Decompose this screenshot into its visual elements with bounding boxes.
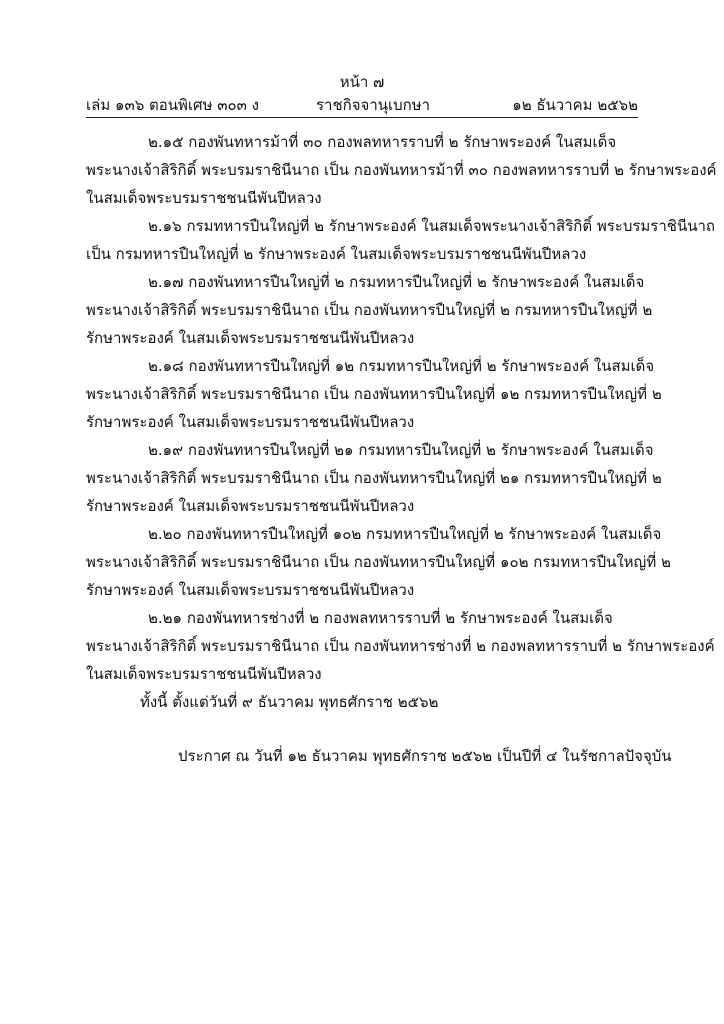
text-line: ในสมเด็จพระบรมราชชนนีพันปีหลวง <box>86 189 322 207</box>
clause-2-18 <box>86 352 662 436</box>
text-line: ๒.๒๐ กองพันทหารปืนใหญ่ที่ ๑๐๒ กรมทหารปืนใหญ่ที่ ๒ รักษาพระองค์ ในสมเด็จ <box>148 525 662 543</box>
document-body <box>86 128 717 770</box>
text-line: เป็น กรมทหารปืนใหญ่ที่ ๒ รักษาพระองค์ ในสมเด็จพระบรมราชชนนีพันปีหลวง <box>86 245 587 263</box>
effective-date-clause <box>86 688 638 716</box>
text-line: ๒.๑๗ กองพันทหารปืนใหญ่ที่ ๒ กรมทหารปืนใหญ่ที่ ๒ รักษาพระองค์ ในสมเด็จ <box>148 273 645 291</box>
clause-2-17 <box>86 268 653 352</box>
clause-2-21 <box>86 604 715 688</box>
effective-date-text: ทั้งนี้ ตั้งแต่วันที่ ๙ ธันวาคม พุทธศักราช ๒๕๖๒ <box>140 693 439 711</box>
text-line: พระนางเจ้าสิริกิติ์ พระบรมราชินีนาถ เป็น กองพันทหารม้าที่ ๓๐ กองพลทหารราบที่ ๒ รักษาพระองค์ <box>86 161 717 179</box>
text-line: ๒.๑๘ กองพันทหารปืนใหญ่ที่ ๑๒ กรมทหารปืนใหญ่ที่ ๒ รักษาพระองค์ ในสมเด็จ <box>148 357 655 375</box>
text-line: รักษาพระองค์ ในสมเด็จพระบรมราชชนนีพันปีหลวง <box>86 413 415 431</box>
proclamation-text: ประกาศ ณ วันที่ ๑๒ ธันวาคม พุทธศักราช ๒๕๖๒ เป็นปีที่ ๔ ในรัชกาลปัจจุบัน <box>178 747 672 765</box>
spacer <box>86 716 638 742</box>
volume-issue: เล่ม ๑๓๖ ตอนพิเศษ ๓๐๓ ง <box>86 96 259 114</box>
text-line: ๒.๑๕ กองพันทหารม้าที่ ๓๐ กองพลทหารราบที่ ๒ รักษาพระองค์ ในสมเด็จ <box>148 133 617 151</box>
text-line: พระนางเจ้าสิริกิติ์ พระบรมราชินีนาถ เป็น กองพันทหารปืนใหญ่ที่ ๑๒ กรมทหารปืนใหญ่ที่ ๒ <box>86 385 662 403</box>
text-line: รักษาพระองค์ ในสมเด็จพระบรมราชชนนีพันปีหลวง <box>86 329 415 347</box>
clause-2-20 <box>86 520 671 604</box>
page-number: หน้า ๗ <box>339 73 385 91</box>
text-line: พระนางเจ้าสิริกิติ์ พระบรมราชินีนาถ เป็น กองพันทหารปืนใหญ่ที่ ๒๑ กรมทหารปืนใหญ่ที่ ๒ <box>86 469 662 487</box>
text-line: พระนางเจ้าสิริกิติ์ พระบรมราชินีนาถ เป็น กองพันทหารปืนใหญ่ที่ ๒ กรมทหารปืนใหญ่ที่ ๒ <box>86 301 653 319</box>
proclamation-clause <box>86 742 672 770</box>
publication-date: ๑๒ ธันวาคม ๒๕๖๒ <box>512 96 638 114</box>
text-line: พระนางเจ้าสิริกิติ์ พระบรมราชินีนาถ เป็น กองพันทหารปืนใหญ่ที่ ๑๐๒ กรมทหารปืนใหญ่ที่ ๒ <box>86 553 671 571</box>
clause-2-15 <box>86 128 717 212</box>
text-line: ในสมเด็จพระบรมราชชนนีพันปีหลวง <box>86 665 322 683</box>
publication-name: ราชกิจจานุเบกษา <box>316 96 431 114</box>
text-line: รักษาพระองค์ ในสมเด็จพระบรมราชชนนีพันปีหลวง <box>86 497 415 515</box>
text-line: ๒.๑๙ กองพันทหารปืนใหญ่ที่ ๒๑ กรมทหารปืนใหญ่ที่ ๒ รักษาพระองค์ ในสมเด็จ <box>148 441 654 459</box>
text-line: ๒.๑๖ กรมทหารปืนใหญ่ที่ ๒ รักษาพระองค์ ในสมเด็จพระนางเจ้าสิริกิติ์ พระบรมราชินีนาถ <box>148 217 715 235</box>
clause-2-16 <box>86 212 715 268</box>
header-divider <box>86 117 638 118</box>
text-line: ๒.๒๑ กองพันทหารช่างที่ ๒ กองพลทหารราบที่ ๒ รักษาพระองค์ ในสมเด็จ <box>148 609 613 627</box>
text-line: พระนางเจ้าสิริกิติ์ พระบรมราชินีนาถ เป็น กองพันทหารช่างที่ ๒ กองพลทหารราบที่ ๒ รักษาพระองค์ <box>86 637 715 655</box>
clause-2-19 <box>86 436 662 520</box>
running-header <box>86 94 638 116</box>
text-line: รักษาพระองค์ ในสมเด็จพระบรมราชชนนีพันปีหลวง <box>86 581 415 599</box>
